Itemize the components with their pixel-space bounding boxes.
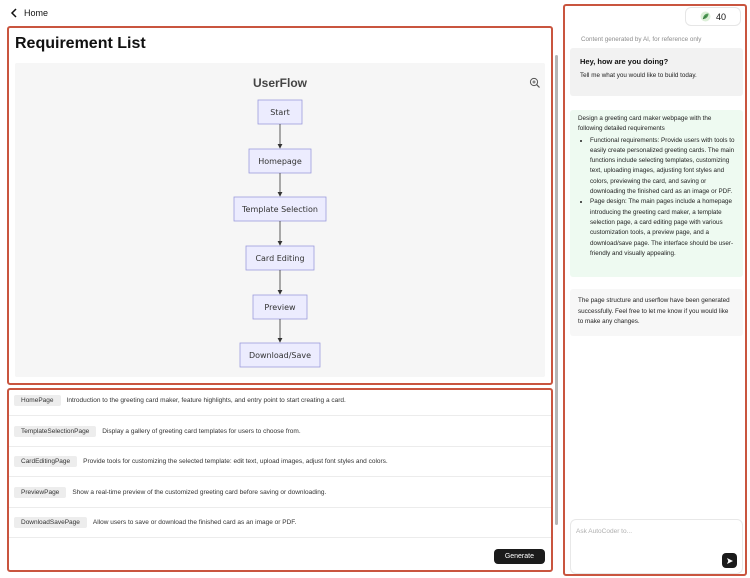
chat-panel (563, 4, 747, 576)
page-row (9, 386, 551, 416)
page-name-tag[interactable]: CardEditingPage (14, 456, 77, 467)
page-row (9, 447, 551, 477)
assistant-response: The page structure and userflow have been generated successfully. Feel free to let me know if you would like to make any changes. (570, 289, 743, 336)
page-name-tag[interactable]: PreviewPage (14, 487, 66, 498)
credits-count: 40 (715, 11, 726, 22)
flow-node-label: Homepage (258, 157, 302, 166)
send-icon (726, 557, 734, 565)
ai-disclaimer: Content generated by AI, for reference only (581, 36, 702, 43)
request-list (578, 136, 735, 260)
send-button[interactable] (722, 553, 737, 568)
back-home-link[interactable] (10, 8, 48, 18)
request-item: • Page design: The main pages include a homepage introducing the greeting card maker, a template selection page, a card editing page with various customization tools, a preview page, and a download/save page. The interface should be user-friendly and visually appealing. (590, 197, 735, 259)
flow-node-label: Template Selection (242, 205, 318, 214)
flow-node-label: Preview (264, 303, 296, 312)
generate-button[interactable]: Generate (494, 549, 545, 564)
user-request-message (570, 110, 743, 277)
page-row (9, 417, 551, 447)
requirement-title: Requirement List (15, 35, 146, 52)
request-item: • Functional requirements: Provide users with tools to easily create personalized greeting cards. The main functions include selecting templates, customizing text, uploading images, adjusting font styles and colors, previewing the card, and saving or downloading the finished card as an image or PDF. (590, 136, 735, 198)
panel-scrollbar[interactable] (555, 55, 558, 575)
page-name-tag[interactable]: DownloadSavePage (14, 517, 87, 528)
chevron-left-icon (10, 8, 18, 18)
page-name-tag[interactable]: HomePage (14, 395, 61, 406)
greeting-title: Hey, how are you doing? (580, 57, 669, 66)
flow-node-label: Start (270, 108, 290, 117)
userflow-diagram (15, 63, 545, 377)
chat-input-box (570, 519, 743, 574)
page-description: Display a gallery of greeting card templates for users to choose from. (102, 427, 301, 435)
top-bar (0, 0, 562, 26)
leaf-icon (700, 11, 711, 22)
page-description: Introduction to the greeting card maker, feature highlights, and entry point to start creating a card. (66, 397, 346, 404)
flow-canvas (15, 63, 545, 377)
flow-node-label: Download/Save (248, 351, 312, 360)
chat-input[interactable] (576, 528, 726, 535)
page-row (9, 478, 551, 508)
page-row (9, 508, 551, 538)
flow-node-label: Card Editing (255, 254, 305, 263)
scrollbar-thumb[interactable] (555, 55, 558, 525)
back-label: Home (24, 8, 49, 18)
page-name-tag[interactable]: TemplateSelectionPage (14, 426, 96, 437)
request-intro: Design a greeting card maker webpage with the following detailed requirements (578, 115, 712, 133)
diagram-title: UserFlow (252, 76, 307, 90)
credits-badge[interactable] (685, 7, 741, 26)
assistant-greeting (570, 48, 743, 96)
page-description: Provide tools for customizing the selected template: edit text, upload images, adjust font styles and colors. (83, 458, 388, 465)
pages-panel (7, 388, 553, 572)
page-description: Allow users to save or download the finished card as an image or PDF. (92, 519, 297, 526)
greeting-subtitle: Tell me what you would like to build today. (580, 72, 697, 79)
requirement-panel (7, 26, 553, 385)
page-description: Show a real-time preview of the customized greeting card before saving or downloading. (72, 488, 327, 496)
